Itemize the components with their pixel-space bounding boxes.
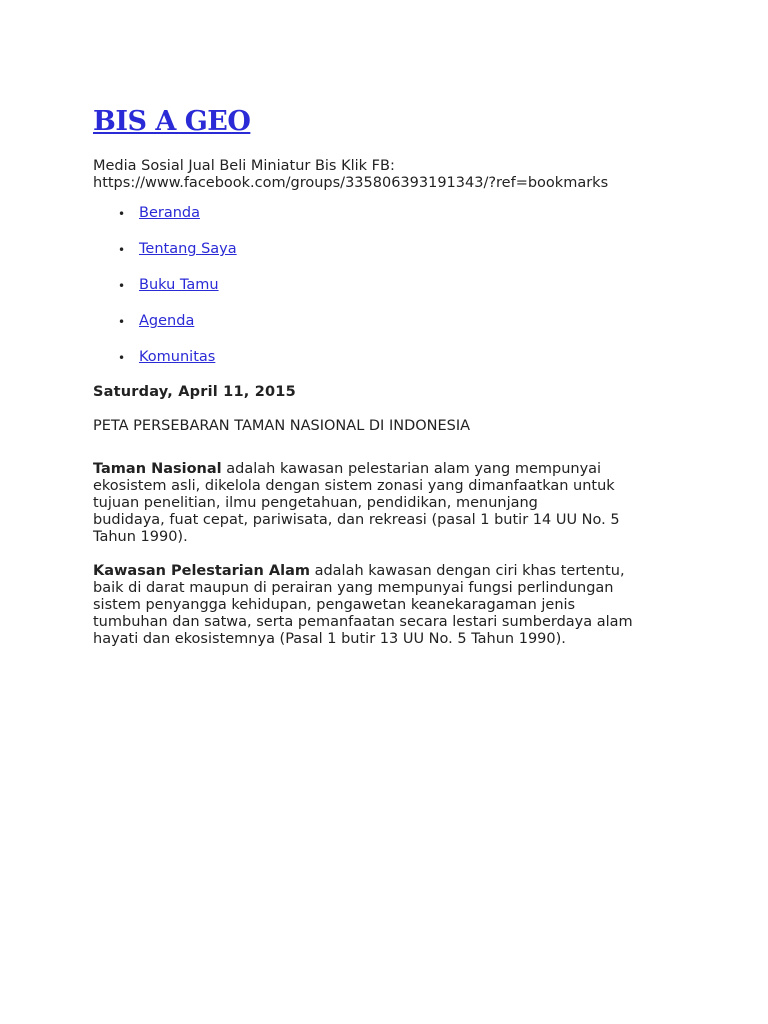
p1-line-2: ekosistem asli, dikelola dengan sistem zonasi yang dimanfaatkan untuk [93,478,615,494]
p2-line-3: sistem penyangga kehidupan, pengawetan keanekaragaman jenis [93,597,576,613]
blog-title-link[interactable]: BIS A GEO [93,106,251,137]
post-title: PETA PERSEBARAN TAMAN NASIONAL DI INDONESIA [93,418,471,434]
nav-link-buku-tamu[interactable]: Buku Tamu [139,277,219,293]
nav-item-buku-tamu [93,277,683,313]
nav-item-agenda [93,313,683,349]
bullet-icon: • [118,351,126,365]
blog-description [93,158,683,192]
p1-line-1: adalah kawasan pelestarian alam yang mempunyai [221,461,602,477]
p2-line-5: hayati dan ekosistemnya (Pasal 1 butir 13 UU No. 5 Tahun 1990). [93,631,566,647]
nav-link-beranda[interactable]: Beranda [139,205,200,221]
p2-line-1: adalah kawasan dengan ciri khas tertentu, [309,563,625,579]
term-taman-nasional: Taman Nasional [93,461,222,477]
description-line-1: Media Sosial Jual Beli Miniatur Bis Klik FB: [93,158,395,174]
nav-link-agenda[interactable]: Agenda [139,313,195,329]
paragraph-taman-nasional [93,461,683,546]
p2-line-4: tumbuhan dan satwa, serta pemanfaatan secara lestari sumberdaya alam [93,614,633,630]
bullet-icon: • [118,315,126,329]
nav-list [93,205,683,385]
page-content [93,104,683,648]
term-kawasan-pelestarian-alam: Kawasan Pelestarian Alam [93,563,310,579]
paragraph-kawasan-pelestarian [93,563,683,648]
p1-line-5: Tahun 1990). [93,529,188,545]
bullet-icon: • [118,207,126,221]
p1-line-4: budidaya, fuat cepat, pariwisata, dan rekreasi (pasal 1 butir 14 UU No. 5 [93,512,620,528]
blog-title [93,104,683,140]
p1-line-3: tujuan penelitian, ilmu pengetahuan, pendidikan, menunjang [93,495,538,511]
nav-item-tentang-saya [93,241,683,277]
bullet-icon: • [118,279,126,293]
nav-link-tentang-saya[interactable]: Tentang Saya [139,241,237,257]
post-date: Saturday, April 11, 2015 [93,384,296,400]
description-line-2: https://www.facebook.com/groups/335806393191343/?ref=bookmarks [93,175,609,191]
nav-link-komunitas[interactable]: Komunitas [139,349,216,365]
nav-item-komunitas [93,349,683,385]
nav-item-beranda [93,205,683,241]
p2-line-2: baik di darat maupun di perairan yang mempunyai fungsi perlindungan [93,580,614,596]
bullet-icon: • [118,243,126,257]
